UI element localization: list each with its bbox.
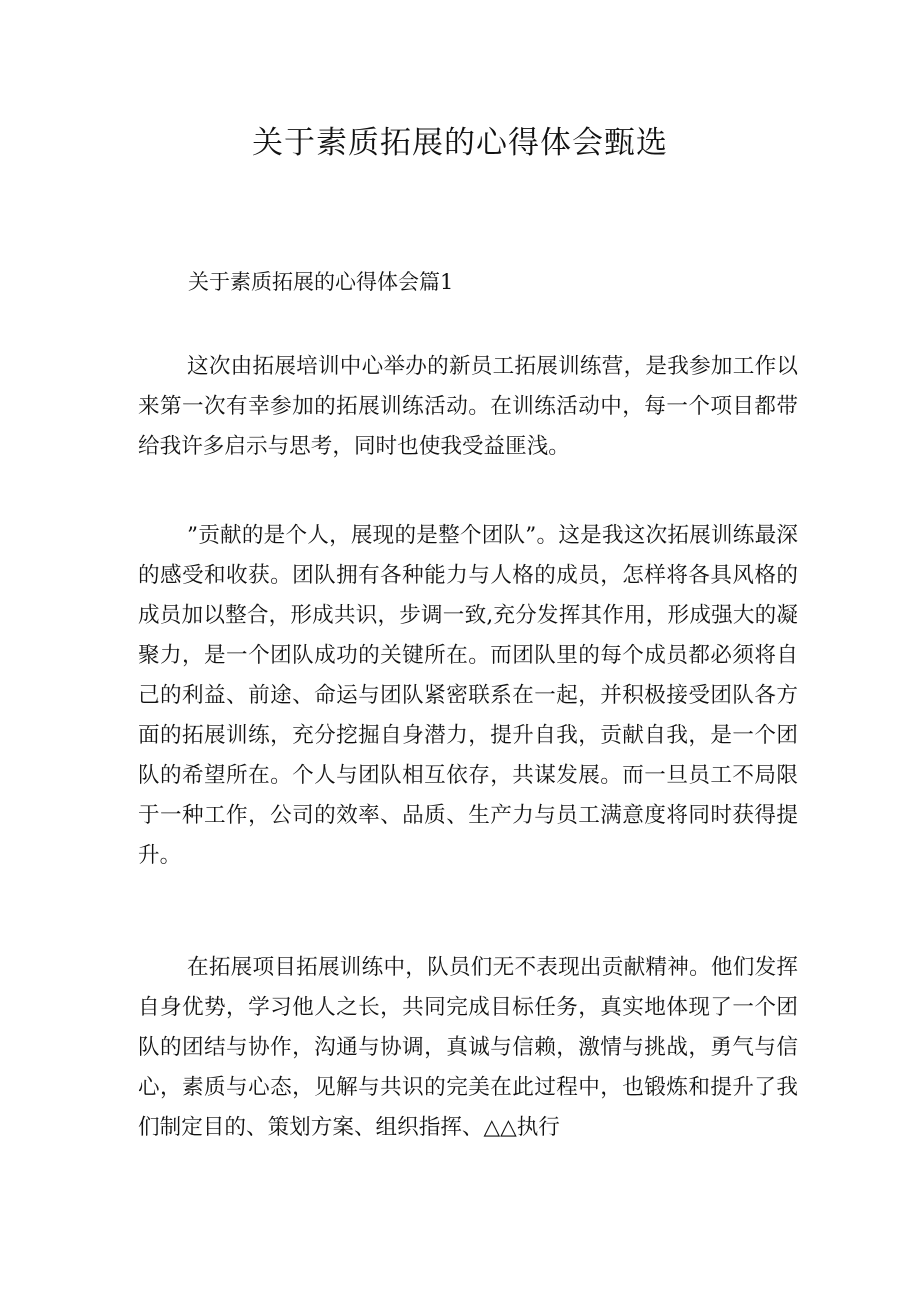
body-paragraph-2: ”贡献的是个人，展现的是整个团队”。这是我这次拓展训练最深的感受和收获。团队拥有各种能力与人格的成员，怎样将各具风格的成员加以整合，形成共识，步调一致,充分发挥其作用，形成强大的凝聚力，是一个团队成功的关键所在。而团队里的每个成员都必须将自己的利益、前途、命运与团队紧密联系在一起，并积极接受团队各方面的拓展训练，充分挖掘自身潜力，提升自我，贡献自我，是一个团队的希望所在。个人与团队相互依存，共谋发展。而一旦员工不局限于一种工作，公司的效率、品质、生产力与员工满意度将同时获得提升。 [138, 523, 798, 868]
document-title: 关于素质拓展的心得体会甄选 [252, 125, 668, 161]
body-paragraph-1: 这次由拓展培训中心举办的新员工拓展训练营，是我参加工作以来第一次有幸参加的拓展训练活动。在训练活动中，每一个项目都带给我许多启示与思考，同时也使我受益匪浅。 [138, 354, 798, 459]
section-heading: 关于素质拓展的心得体会篇1 [188, 270, 454, 294]
body-paragraph-3: 在拓展项目拓展训练中，队员们无不表现出贡献精神。他们发挥自身优势，学习他人之长，共同完成目标任务，真实地体现了一个团队的团结与协作，沟通与协调，真诚与信赖，激情与挑战，勇气与信心，素质与心态，见解与共识的完美在此过程中，也锻炼和提升了我们制定目的、策划方案、组织指挥、△△执行 [138, 955, 798, 1140]
